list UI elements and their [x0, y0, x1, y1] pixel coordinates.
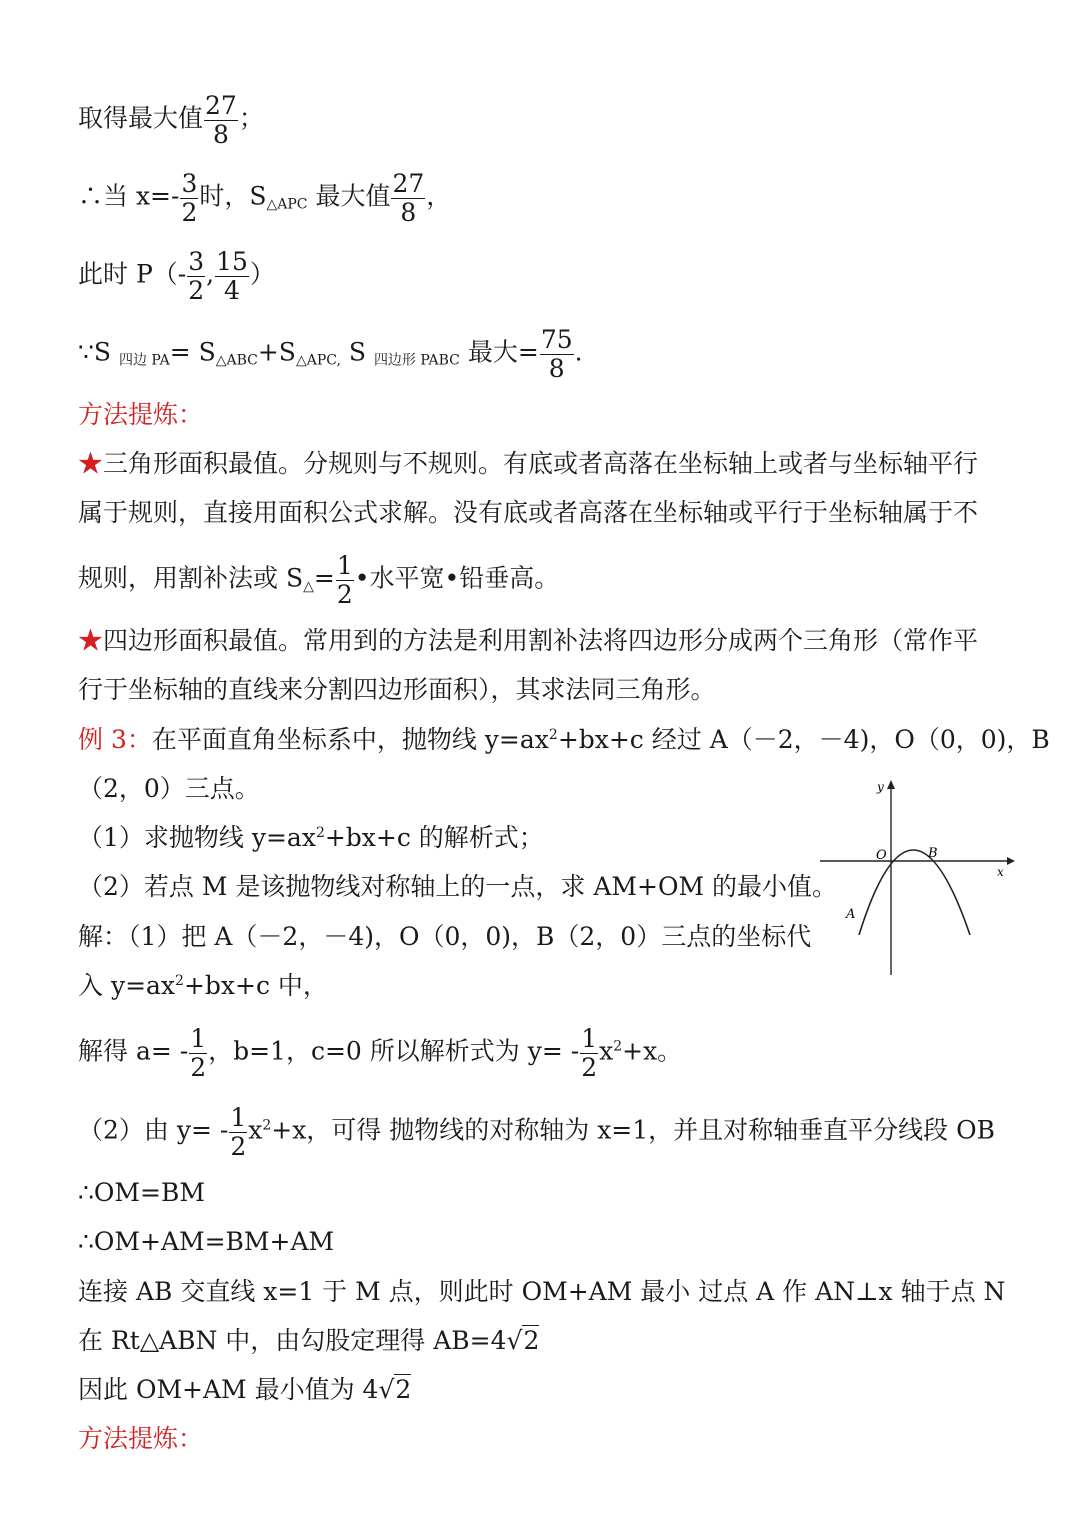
- example-label: 例 3：: [78, 725, 152, 754]
- text-line: 属于规则，直接用面积公式求解。没有底或者高落在坐标轴或平行于坐标轴属于不: [78, 498, 979, 527]
- x-axis-label: x: [997, 865, 1004, 879]
- text-line: 此时 P（- $\frac{3}{2}$ , $\frac{15}{4}$ ）: [78, 247, 275, 305]
- fraction: $\frac{27}{8}$: [392, 169, 425, 227]
- text-line: 规则，用割补法或 $S_\triangle=$ $\frac{1}{2}$ •水平宽•铅垂高。: [78, 551, 560, 609]
- text-line: ∴当 x=- $\frac{3}{2}$ 时，$S_{\triangle APC}$ 最大值 $\frac{27}{8}$ ，: [78, 169, 452, 227]
- text-line: ★四边形面积最值。常用到的方法是利用割补法将四边形分成两个三角形（常作平: [78, 626, 979, 655]
- y-axis-label: y: [877, 780, 884, 794]
- text-line: ∴OM=BM: [78, 1178, 205, 1207]
- text-line: 在 Rt△ABN 中，由勾股定理得 AB=4√2: [78, 1326, 540, 1355]
- fraction: $\frac{1}{2}$: [581, 1024, 598, 1082]
- origin-label: O: [876, 848, 887, 863]
- text-line: 连接 AB 交直线 x=1 于 M 点，则此时 OM+AM 最小 过点 A 作 AN⊥x 轴于点 N: [78, 1277, 1006, 1306]
- text-line: 入 $y=ax^2+bx+c$ 中，: [78, 971, 328, 1000]
- text-line: 行于坐标轴的直线来分割四边形面积），其求法同三角形。: [78, 675, 716, 704]
- section-title: 方法提炼：: [78, 1424, 204, 1453]
- parabola-graph: [815, 775, 1015, 980]
- text-line: 解得 a= - $\frac{1}{2}$ ，b=1，c=0 所以解析式为 y= - $\frac{1}{2}$ $x^2+x$。: [78, 1024, 683, 1082]
- x-axis-arrow: [1007, 857, 1015, 865]
- text-line: （1）求抛物线 $y=ax^2+bx+c$ 的解析式；: [78, 823, 544, 852]
- text-line: ★三角形面积最值。分规则与不规则。有底或者高落在坐标轴上或者与坐标轴平行: [78, 449, 979, 478]
- fraction: $\frac{15}{4}$: [216, 247, 248, 305]
- y-axis-arrow: [887, 780, 895, 789]
- sqrt-radicand: 2: [395, 1375, 412, 1404]
- fraction: $\frac{1}{2}$: [336, 551, 353, 609]
- star-icon: ★: [78, 449, 104, 478]
- text-line: 例 3：在平面直角坐标系中，抛物线 $y=ax^2+bx+c$ 经过 A（－2，－4)，O（0，0)，B: [78, 725, 1050, 754]
- fraction: $\frac{75}{8}$: [540, 325, 573, 383]
- fraction: $\frac{1}{2}$: [190, 1024, 207, 1082]
- text-line: 解：（1）把 A（－2，－4)，O（0，0)，B（2，0）三点的坐标代: [78, 922, 812, 951]
- text-line: 取得最大值 $\frac{27}{8}$ ；: [78, 91, 264, 149]
- text-line: （2）若点 M 是该抛物线对称轴上的一点，求 AM+OM 的最小值。: [78, 872, 837, 901]
- text-line: ∵S $_{四边 PA}= S_{\triangle ABC}+S_{\triangle APC,}$ S $_{四边形 PABC}$ 最大= $\frac{75}{8}$ .: [78, 325, 583, 383]
- fraction: $\frac{27}{8}$: [205, 91, 237, 149]
- section-title: 方法提炼：: [78, 400, 204, 429]
- text-line: 因此 OM+AM 最小值为 4√2: [78, 1375, 412, 1404]
- fraction: $\frac{1}{2}$: [230, 1103, 247, 1161]
- fraction: $\frac{3}{2}$: [188, 247, 205, 305]
- point-b-label: B: [928, 846, 938, 861]
- text-line: （2，0）三点。: [78, 774, 260, 803]
- sqrt-radicand: 2: [523, 1326, 540, 1355]
- fraction: $\frac{3}{2}$: [181, 169, 198, 227]
- text-line: （2）由 y= - $\frac{1}{2}$ $x^2+x$，可得 抛物线的对称轴为 x=1，并且对称轴垂直平分线段 OB: [78, 1103, 995, 1161]
- star-icon: ★: [78, 626, 104, 655]
- point-a-label: A: [846, 907, 856, 922]
- text-line: ∴OM+AM=BM+AM: [78, 1227, 335, 1256]
